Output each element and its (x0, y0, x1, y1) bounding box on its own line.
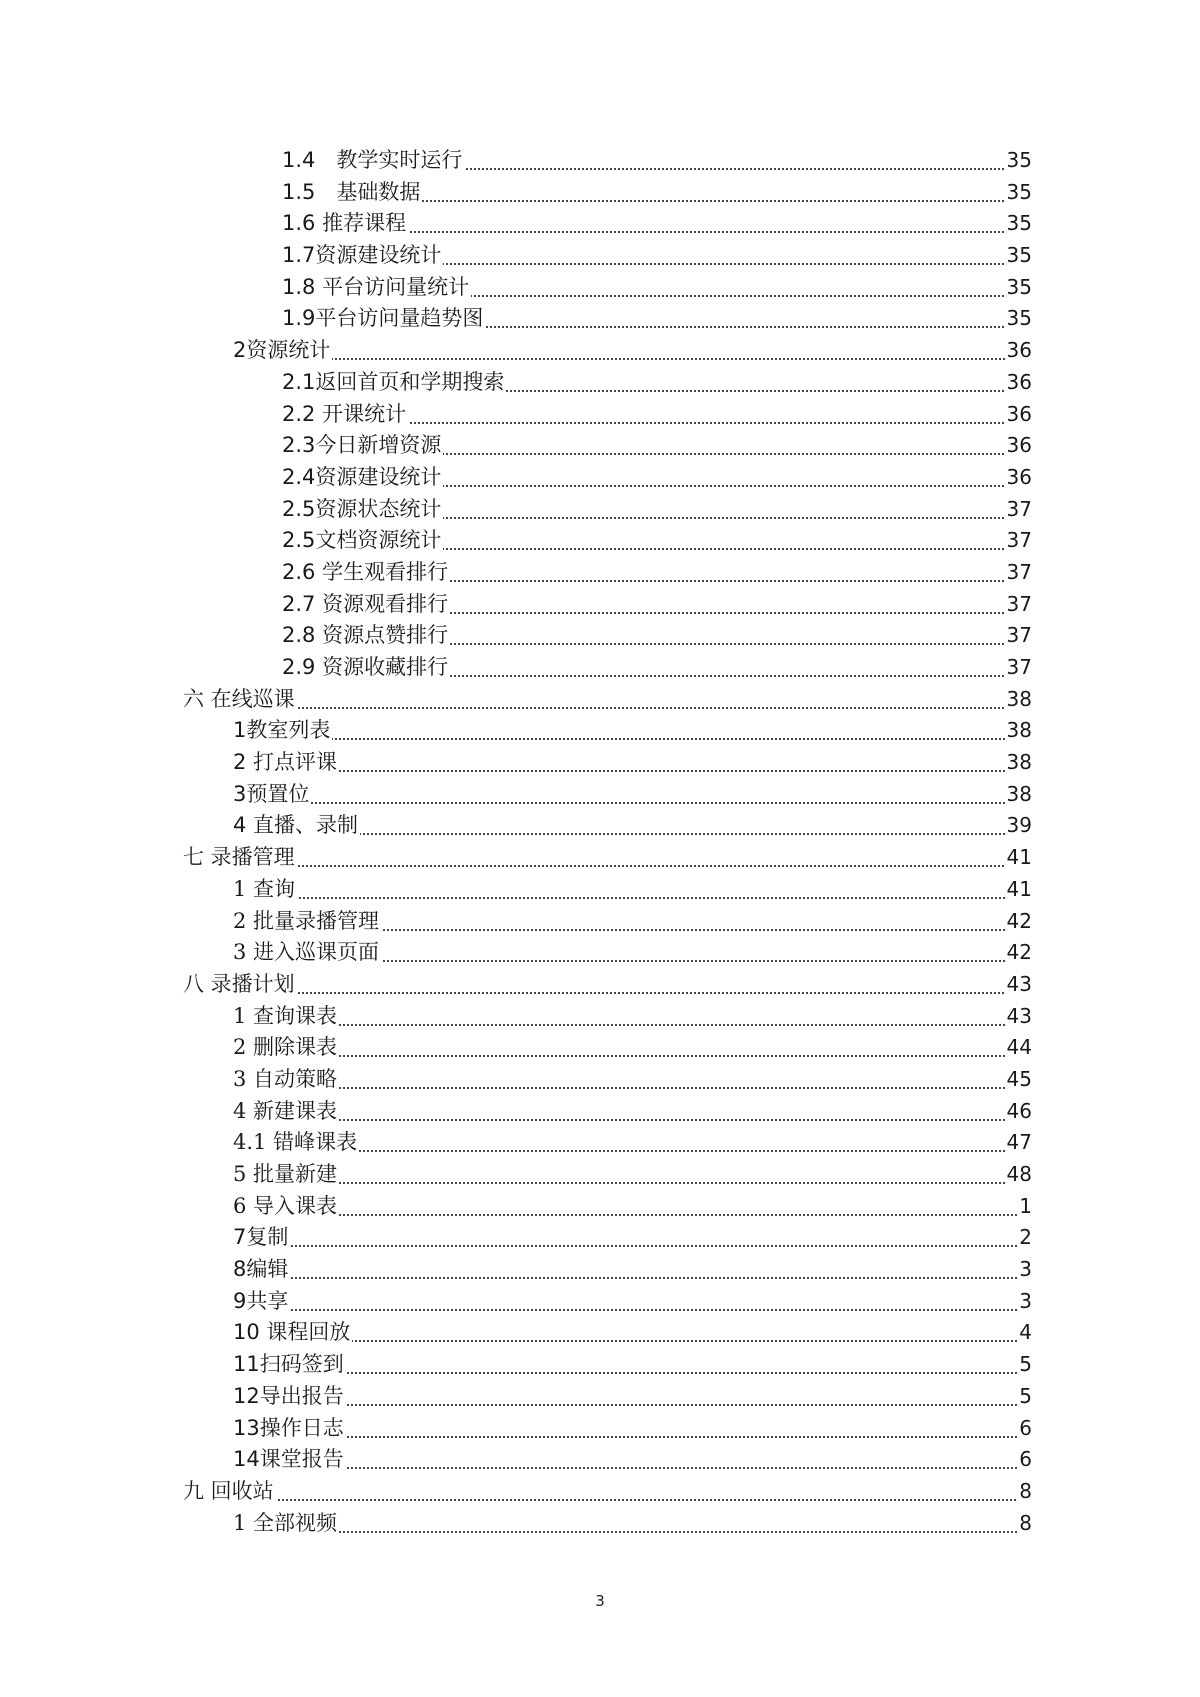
toc-entry-title: 操作日志 (259, 1415, 344, 1440)
toc-entry-title: 6 导入课表 (233, 1193, 338, 1218)
toc-entry[interactable] (0, 1254, 1200, 1286)
toc-entry-label (233, 1317, 352, 1349)
page-number: 3 (595, 1592, 605, 1610)
toc-entry-label (183, 969, 297, 1001)
toc-entry-label (183, 842, 297, 874)
toc-entry-label (233, 715, 332, 747)
dot-leader (240, 897, 1020, 899)
toc-entry[interactable] (0, 208, 1200, 240)
toc-entry-number: 2 (233, 338, 247, 363)
toc-entry-page: 46 (1005, 1096, 1032, 1128)
toc-entry[interactable] (0, 1127, 1200, 1159)
toc-entry-title: 教室列表 (246, 718, 331, 743)
dot-leader (240, 738, 1020, 740)
toc-entry-label (282, 240, 443, 272)
toc-entry-number: 2.8 (282, 623, 316, 648)
toc-entry-title: 2 删除课表 (233, 1035, 338, 1060)
toc-entry-page: 1 (1017, 1191, 1032, 1223)
toc-entry-title: 4.1 错峰课表 (233, 1130, 358, 1155)
toc-entry[interactable] (0, 430, 1200, 462)
toc-entry-page: 45 (1005, 1064, 1032, 1096)
toc-entry-label (233, 906, 381, 938)
toc-entry-label (282, 462, 443, 494)
dot-leader (190, 992, 1020, 994)
toc-entry[interactable] (0, 937, 1200, 969)
toc-entry-title: 1 查询 (233, 876, 296, 901)
toc-entry-number: 12 (233, 1383, 260, 1408)
toc-entry[interactable] (0, 1444, 1200, 1476)
toc-entry-label (233, 1444, 346, 1476)
toc-entry-page: 36 (1005, 462, 1032, 494)
toc-entry-page: 5 (1017, 1349, 1032, 1381)
toc-entry-label (233, 1096, 339, 1128)
dot-leader (240, 1309, 1020, 1311)
toc-entry-number: 7 (233, 1225, 247, 1250)
toc-entry-title: 推荐课程 (315, 211, 407, 236)
toc-entry-page: 35 (1005, 177, 1032, 209)
toc-entry[interactable] (0, 1317, 1200, 1349)
dot-leader (240, 1467, 1020, 1469)
toc-entry-page: 48 (1005, 1159, 1032, 1191)
toc-entry-number: 8 (233, 1257, 247, 1282)
toc-entry-title: 资源状态统计 (315, 496, 442, 521)
toc-entry-number: 2.4 (282, 464, 316, 489)
toc-entry-number: 1 (233, 718, 247, 743)
toc-entry[interactable] (0, 1381, 1200, 1413)
toc-entry[interactable] (0, 399, 1200, 431)
toc-entry-title: 资源收藏排行 (315, 655, 449, 679)
toc-entry-number: 1.5 (282, 179, 316, 204)
toc-entry-title: 5 批量新建 (233, 1162, 338, 1186)
toc-entry[interactable] (0, 1001, 1200, 1033)
toc-entry-number: 1.9 (282, 306, 316, 331)
dot-leader (240, 358, 1020, 360)
toc-entry-page: 37 (1005, 652, 1032, 684)
toc-entry-page: 3 (1017, 1254, 1032, 1286)
toc-entry-page: 36 (1005, 399, 1032, 431)
toc-entry-number: 2.2 (282, 401, 316, 426)
toc-entry-number: 4 (233, 813, 247, 838)
toc-entry-label (233, 810, 360, 842)
toc-entry[interactable] (0, 1349, 1200, 1381)
toc-entry-label (282, 589, 450, 621)
toc-entry-page: 38 (1005, 715, 1032, 747)
toc-entry-title: 共享 (246, 1288, 289, 1313)
toc-entry-label (233, 937, 381, 969)
toc-entry-page: 42 (1005, 937, 1032, 969)
toc-entry-label (282, 557, 450, 589)
toc-entry-title: 课程回放 (259, 1320, 351, 1345)
toc-entry-page: 35 (1005, 208, 1032, 240)
toc-entry[interactable] (0, 367, 1200, 399)
dot-leader (240, 1277, 1020, 1279)
toc-entry-label (233, 335, 332, 367)
toc-entry-page: 37 (1005, 557, 1032, 589)
toc-entry-title: 预置位 (246, 781, 310, 806)
toc-entry[interactable] (0, 1476, 1200, 1508)
toc-entry-page: 4 (1017, 1317, 1032, 1349)
toc-entry-page: 38 (1005, 684, 1032, 716)
toc-entry-title: 3 进入巡课页面 (233, 940, 380, 965)
toc-entry-page: 36 (1005, 430, 1032, 462)
dot-leader (240, 802, 1020, 804)
toc-entry-label (233, 1381, 346, 1413)
toc-entry[interactable] (0, 779, 1200, 811)
toc-entry-label (282, 652, 450, 684)
toc-entry-title: 2 批量录播管理 (233, 908, 380, 933)
toc-entry-number: 14 (233, 1447, 260, 1472)
toc-entry-title: 基础数据 (315, 179, 421, 204)
toc-entry-title: 编辑 (246, 1257, 289, 1282)
toc-entry-label (282, 145, 464, 177)
toc-entry-title: 3 自动策略 (233, 1066, 338, 1091)
toc-entry-number: 1.6 (282, 211, 316, 236)
toc-entry-number: 1.4 (282, 148, 316, 172)
toc-entry-label (233, 1159, 339, 1191)
toc-entry-label (233, 1127, 359, 1159)
toc-entry-page: 35 (1005, 145, 1032, 177)
toc-entry-title: 打点评课 (246, 750, 338, 775)
toc-entry[interactable] (0, 303, 1200, 335)
toc-entry-label (282, 399, 408, 431)
toc-entry[interactable] (0, 240, 1200, 272)
toc-entry-page: 35 (1005, 303, 1032, 335)
toc-entry[interactable] (0, 1222, 1200, 1254)
toc-entry-label (233, 1191, 339, 1223)
toc-entry[interactable] (0, 1064, 1200, 1096)
toc-entry-page: 36 (1005, 335, 1032, 367)
dot-leader (190, 865, 1020, 867)
toc-entry-label (233, 1222, 290, 1254)
toc-entry-title: 平台访问量统计 (315, 274, 470, 299)
toc-entry-title: 资源建设统计 (315, 243, 442, 268)
toc-entry-page: 8 (1017, 1476, 1032, 1508)
toc-entry-label (233, 1001, 339, 1033)
dot-leader (240, 1436, 1020, 1438)
toc-entry-title: 开课统计 (315, 401, 407, 426)
toc-entry-title: 1 全部视频 (233, 1510, 338, 1535)
toc-entry-title: 4 新建课表 (233, 1098, 338, 1123)
toc-entry-number: 11 (233, 1352, 260, 1377)
dot-leader (240, 1087, 1020, 1089)
toc-entry-label (282, 367, 506, 399)
toc-entry-title: 学生观看排行 (315, 559, 449, 584)
toc-entry[interactable] (0, 462, 1200, 494)
toc-entry-title: 七 录播管理 (183, 845, 295, 870)
toc-entry[interactable] (0, 494, 1200, 526)
toc-entry-page: 41 (1005, 874, 1032, 906)
toc-entry-title: 八 录播计划 (183, 971, 295, 996)
dot-leader (240, 1024, 1020, 1026)
dot-leader (240, 1404, 1020, 1406)
dot-leader (240, 1372, 1020, 1374)
toc-entry[interactable] (0, 715, 1200, 747)
toc-entry-number: 2.6 (282, 559, 316, 584)
toc-entry-label (233, 1064, 339, 1096)
toc-entry[interactable] (0, 1286, 1200, 1318)
toc-entry-label (233, 779, 311, 811)
toc-entry-title: 资源建设统计 (315, 464, 442, 489)
dot-leader (240, 1214, 1020, 1216)
toc-entry-label (233, 1286, 290, 1318)
toc-entry[interactable] (0, 1159, 1200, 1191)
toc-entry[interactable] (0, 1096, 1200, 1128)
toc-entry-label (282, 272, 471, 304)
toc-entry-page: 41 (1005, 842, 1032, 874)
toc-entry[interactable] (0, 589, 1200, 621)
toc-entry-title: 教学实时运行 (315, 148, 463, 172)
toc-entry-number: 1.8 (282, 274, 316, 299)
toc-entry-page: 2 (1017, 1222, 1032, 1254)
toc-entry-title: 资源观看排行 (315, 591, 449, 616)
toc-entry[interactable] (0, 874, 1200, 906)
toc-entry-label (233, 1032, 339, 1064)
toc-entry-label (233, 1254, 290, 1286)
toc-entry-page: 44 (1005, 1032, 1032, 1064)
toc-entry-title: 资源点赞排行 (315, 623, 449, 648)
dot-leader (240, 1531, 1020, 1533)
toc-entry[interactable] (0, 557, 1200, 589)
toc-entry-label (183, 684, 297, 716)
toc-entry-page: 3 (1017, 1286, 1032, 1318)
toc-entry-label (233, 1413, 346, 1445)
toc-entry-label (282, 494, 443, 526)
toc-entry[interactable] (0, 747, 1200, 779)
toc-entry-page: 5 (1017, 1381, 1032, 1413)
toc-entry[interactable] (0, 177, 1200, 209)
toc-entry[interactable] (0, 1508, 1200, 1540)
toc-entry-number: 10 (233, 1320, 260, 1345)
toc-entry-number: 2 (233, 750, 247, 775)
toc-entry-page: 47 (1005, 1127, 1032, 1159)
toc-entry[interactable] (0, 969, 1200, 1001)
toc-entry[interactable] (0, 1032, 1200, 1064)
toc-entry-title: 导出报告 (259, 1383, 344, 1408)
toc-entry-page: 42 (1005, 906, 1032, 938)
toc-entry-title: 返回首页和学期搜索 (315, 369, 505, 394)
toc-entry-title: 资源统计 (246, 338, 331, 363)
toc-entry-page: 6 (1017, 1413, 1032, 1445)
toc-entry-number: 2.9 (282, 655, 316, 679)
toc-entry-number: 2.7 (282, 591, 316, 616)
toc-entry-page: 43 (1005, 969, 1032, 1001)
toc-entry-label (282, 208, 408, 240)
dot-leader (190, 707, 1020, 709)
toc-entry-label (282, 525, 443, 557)
toc-entry-title: 直播、录制 (246, 813, 359, 838)
toc-entry-title: 1 查询课表 (233, 1003, 338, 1028)
toc-entry-title: 扫码签到 (259, 1352, 344, 1377)
toc-entry-number: 2.5 (282, 496, 316, 521)
dot-leader (190, 1499, 1020, 1501)
toc-entry-title: 课堂报告 (259, 1447, 344, 1472)
dot-leader (240, 1245, 1020, 1247)
toc-entry-page: 43 (1005, 1001, 1032, 1033)
toc-entry-page: 39 (1005, 810, 1032, 842)
toc-entry-page: 8 (1017, 1508, 1032, 1540)
toc-entry[interactable] (0, 1191, 1200, 1223)
toc-entry-number: 13 (233, 1415, 260, 1440)
toc-entry-label (233, 874, 297, 906)
toc-entry-label (282, 430, 443, 462)
toc-entry-page: 38 (1005, 779, 1032, 811)
toc-entry-page: 6 (1017, 1444, 1032, 1476)
toc-entry-title: 六 在线巡课 (183, 686, 295, 711)
toc-entry[interactable] (0, 620, 1200, 652)
toc-entry-number: 3 (233, 781, 247, 806)
toc-entry[interactable] (0, 145, 1200, 177)
toc-entry[interactable] (0, 335, 1200, 367)
dot-leader (240, 1055, 1020, 1057)
toc-entry-title: 九 回收站 (183, 1478, 274, 1503)
toc-entry[interactable] (0, 684, 1200, 716)
toc-entry-label (282, 620, 450, 652)
dot-leader (240, 1182, 1020, 1184)
toc-entry-page: 37 (1005, 494, 1032, 526)
toc-entry-number: 2.1 (282, 369, 316, 394)
toc-entry-number: 9 (233, 1288, 247, 1313)
toc-entry[interactable] (0, 810, 1200, 842)
dot-leader (240, 770, 1020, 772)
toc-entry[interactable] (0, 1413, 1200, 1445)
table-of-contents (0, 145, 1200, 1539)
toc-entry-label (282, 303, 485, 335)
toc-entry-page: 35 (1005, 272, 1032, 304)
toc-entry-number: 2.5 (282, 528, 316, 553)
toc-entry-number: 2.3 (282, 433, 316, 458)
toc-entry-label (233, 1349, 346, 1381)
toc-entry-title: 平台访问量趋势图 (315, 306, 484, 331)
dot-leader (240, 1119, 1020, 1121)
toc-entry-title: 今日新增资源 (315, 433, 442, 458)
toc-entry[interactable] (0, 525, 1200, 557)
toc-entry-title: 文档资源统计 (315, 528, 442, 553)
toc-entry-title: 复制 (246, 1225, 289, 1250)
toc-entry[interactable] (0, 652, 1200, 684)
toc-entry-page: 37 (1005, 525, 1032, 557)
toc-entry[interactable] (0, 842, 1200, 874)
toc-entry-label (183, 1476, 276, 1508)
toc-entry[interactable] (0, 272, 1200, 304)
toc-entry-label (282, 177, 422, 209)
toc-entry-label (233, 1508, 339, 1540)
toc-entry-page: 37 (1005, 620, 1032, 652)
toc-entry-page: 38 (1005, 747, 1032, 779)
toc-entry-page: 37 (1005, 589, 1032, 621)
toc-entry-page: 35 (1005, 240, 1032, 272)
toc-entry-page: 36 (1005, 367, 1032, 399)
toc-entry-label (233, 747, 339, 779)
toc-entry-number: 1.7 (282, 243, 316, 268)
dot-leader (240, 1340, 1020, 1342)
toc-entry[interactable] (0, 906, 1200, 938)
